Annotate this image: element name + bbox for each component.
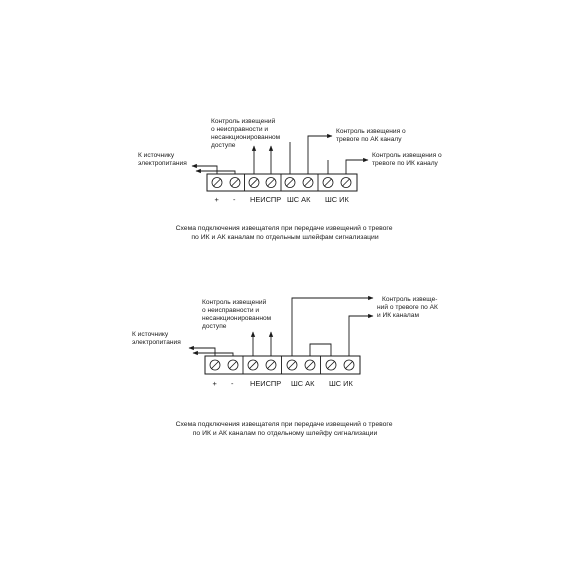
screw-ak-2	[303, 178, 313, 188]
combined-wire-2	[349, 316, 373, 356]
terminal-fault-label: НЕИСПР	[250, 195, 282, 204]
screw-ik-2	[341, 178, 351, 188]
ak-label: Контроль извещения о тревоге по АК каналу	[336, 128, 406, 143]
terminal-plus-label: +	[214, 195, 219, 204]
screw-ik-2	[344, 360, 354, 370]
combined-wire-1	[292, 298, 373, 356]
terminal-minus-label: -	[231, 379, 234, 388]
screw-minus	[228, 360, 238, 370]
diagram-2	[132, 296, 440, 437]
screw-ik-1	[323, 178, 333, 188]
screw-fault-2	[266, 178, 276, 188]
caption-1: Схема подключения извещателя при передаче извещений о тревоге по ИК и АК каналам по отдельным шлейфам сигнализации	[175, 225, 393, 241]
terminal-plus-label: +	[212, 379, 217, 388]
jumper-ak-ik	[310, 344, 331, 356]
terminal-minus-label: -	[233, 195, 236, 204]
power-label: К источнику электропитания	[132, 331, 181, 346]
terminal-ak-label: ШС АК	[291, 379, 315, 388]
screw-plus	[210, 360, 220, 370]
screw-ik-1	[326, 360, 336, 370]
power-wire-plus	[192, 166, 217, 174]
screw-fault-2	[266, 360, 276, 370]
fault-label: Контроль извещений о неисправности и несанкционированном доступе	[202, 299, 272, 330]
terminal-block	[207, 174, 357, 191]
screw-ak-2	[305, 360, 315, 370]
screw-ak-1	[287, 360, 297, 370]
caption-2: Схема подключения извещателя при передаче извещений о тревоге по ИК и АК каналам по отдельному шлейфу сигнализации	[175, 421, 393, 437]
terminal-ak-label: ШС АК	[287, 195, 311, 204]
power-label: К источнику электропитания	[138, 152, 187, 167]
ik-label: Контроль извещения о тревоге по ИК каналу	[372, 152, 442, 167]
terminal-ik-label: ШС ИК	[329, 379, 353, 388]
fault-label: Контроль извещений о неисправности и несанкционированном доступе	[211, 118, 281, 149]
screw-fault-1	[249, 178, 259, 188]
screw-plus	[212, 178, 222, 188]
screw-minus	[230, 178, 240, 188]
terminal-fault-label: НЕИСПР	[250, 379, 282, 388]
power-wire-plus	[189, 348, 215, 356]
screw-ak-1	[285, 178, 295, 188]
combined-label: Контроль извеще- ний о тревоге по АК и ИК каналам	[377, 296, 438, 319]
terminal-ik-label: ШС ИК	[325, 195, 349, 204]
diagram-1	[138, 117, 444, 241]
screw-fault-1	[248, 360, 258, 370]
ik-wire-2	[346, 160, 368, 174]
